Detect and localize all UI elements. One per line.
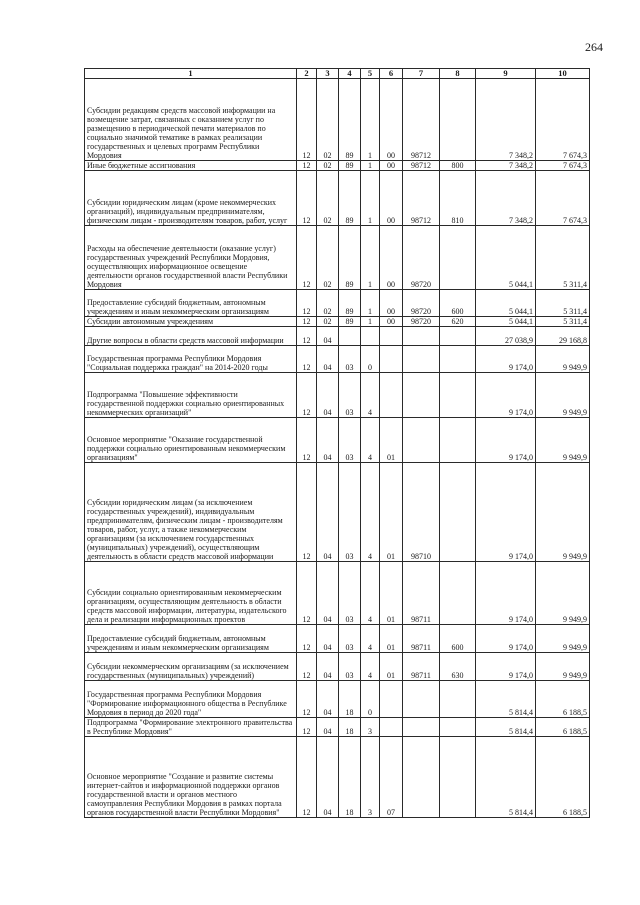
subsection-code: 04 [317, 737, 339, 818]
amount-col10: 29 168,8 [536, 327, 590, 346]
subprogram-code: 3 [361, 737, 380, 818]
amount-col10: 9 949,9 [536, 373, 590, 418]
amount-col9: 7 348,2 [476, 161, 536, 171]
direction-code: 98712 [403, 79, 440, 161]
direction-code: 98710 [403, 463, 440, 562]
section-code: 12 [297, 463, 317, 562]
program-code: 18 [339, 718, 361, 737]
activity-code: 00 [380, 171, 403, 226]
amount-col10: 5 311,4 [536, 290, 590, 317]
subsection-code: 04 [317, 653, 339, 681]
column-header-8: 8 [440, 69, 476, 79]
direction-code [403, 737, 440, 818]
section-code: 12 [297, 418, 317, 463]
subprogram-code: 4 [361, 625, 380, 653]
subprogram-code: 1 [361, 79, 380, 161]
subsection-code: 04 [317, 418, 339, 463]
subprogram-code: 0 [361, 681, 380, 718]
subsection-code: 04 [317, 562, 339, 625]
direction-code: 98711 [403, 653, 440, 681]
program-code: 03 [339, 346, 361, 373]
program-code: 18 [339, 737, 361, 818]
section-code: 12 [297, 653, 317, 681]
subsection-code: 02 [317, 317, 339, 327]
row-name: Основное мероприятие "Создание и развитие системы интернет-сайтов и информационной поддержки органов государственной власти и органов местного самоуправления Республики Мордовия в рамках портала органов государственной власти Республики Мордовия" [85, 737, 297, 818]
expense-type-code [440, 718, 476, 737]
amount-col9: 9 174,0 [476, 418, 536, 463]
program-code: 89 [339, 171, 361, 226]
direction-code: 98720 [403, 317, 440, 327]
amount-col10: 9 949,9 [536, 562, 590, 625]
expense-type-code [440, 418, 476, 463]
row-name: Субсидии некоммерческим организациям (за исключением государственных (муниципальных) учреждений) [85, 653, 297, 681]
program-code: 18 [339, 681, 361, 718]
amount-col10: 9 949,9 [536, 463, 590, 562]
column-header-3: 3 [317, 69, 339, 79]
subprogram-code: 4 [361, 373, 380, 418]
subsection-code: 04 [317, 718, 339, 737]
direction-code [403, 327, 440, 346]
section-code: 12 [297, 562, 317, 625]
amount-col9: 7 348,2 [476, 79, 536, 161]
subprogram-code: 1 [361, 317, 380, 327]
subprogram-code: 4 [361, 418, 380, 463]
program-code: 03 [339, 562, 361, 625]
activity-code: 00 [380, 161, 403, 171]
row-name: Субсидии автономным учреждениям [85, 317, 297, 327]
program-code: 89 [339, 79, 361, 161]
table-row [85, 418, 590, 463]
subsection-code: 04 [317, 346, 339, 373]
section-code: 12 [297, 317, 317, 327]
amount-col9: 5 044,1 [476, 226, 536, 290]
section-code: 12 [297, 373, 317, 418]
amount-col10: 6 188,5 [536, 718, 590, 737]
expense-type-code [440, 226, 476, 290]
table-row [85, 161, 590, 171]
amount-col10: 5 311,4 [536, 317, 590, 327]
section-code: 12 [297, 79, 317, 161]
expense-type-code: 600 [440, 290, 476, 317]
direction-code [403, 418, 440, 463]
row-name: Предоставление субсидий бюджетным, автономным учреждениям и иным некоммерческим организациям [85, 290, 297, 317]
table-row [85, 171, 590, 226]
direction-code [403, 373, 440, 418]
direction-code: 98711 [403, 562, 440, 625]
amount-col10: 9 949,9 [536, 346, 590, 373]
subprogram-code [361, 327, 380, 346]
row-name: Субсидии социально ориентированным некоммерческим организациям, осуществляющим деятельность в области средств массовой информации, литературы, издательского дела и реализации информационных проектов [85, 562, 297, 625]
amount-col9: 9 174,0 [476, 625, 536, 653]
activity-code: 01 [380, 463, 403, 562]
column-header-2: 2 [297, 69, 317, 79]
subsection-code: 02 [317, 171, 339, 226]
direction-code [403, 718, 440, 737]
subprogram-code: 1 [361, 226, 380, 290]
expense-type-code [440, 79, 476, 161]
subsection-code: 02 [317, 79, 339, 161]
activity-code: 00 [380, 79, 403, 161]
activity-code [380, 373, 403, 418]
program-code: 03 [339, 625, 361, 653]
amount-col10: 9 949,9 [536, 418, 590, 463]
activity-code [380, 718, 403, 737]
activity-code: 01 [380, 653, 403, 681]
expense-type-code [440, 373, 476, 418]
activity-code: 00 [380, 317, 403, 327]
amount-col10: 9 949,9 [536, 653, 590, 681]
row-name: Государственная программа Республики Мордовия "Социальная поддержка граждан" на 2014-2020 годы [85, 346, 297, 373]
activity-code: 07 [380, 737, 403, 818]
amount-col9: 9 174,0 [476, 653, 536, 681]
activity-code [380, 346, 403, 373]
row-name: Другие вопросы в области средств массовой информации [85, 327, 297, 346]
subsection-code: 04 [317, 327, 339, 346]
amount-col10: 9 949,9 [536, 625, 590, 653]
amount-col9: 5 044,1 [476, 290, 536, 317]
program-code: 03 [339, 373, 361, 418]
table-row [85, 327, 590, 346]
program-code: 89 [339, 317, 361, 327]
column-header-7: 7 [403, 69, 440, 79]
row-name: Субсидии редакциям средств массовой информации на возмещение затрат, связанных с оказанием услуг по размещению в периодической печати материалов по социально значимой тематике в рамках реализации государственных и целевых программ Республики Мордовия [85, 79, 297, 161]
row-name: Субсидии юридическим лицам (за исключением государственных учреждений), индивидуальным предпринимателям, физическим лицам - производителям товаров, работ, услуг, а также некоммерческим организациям (за исключением государственных (муниципальных) учреждений), осуществляющим деятельность в области средств массовой информации [85, 463, 297, 562]
row-name: Подпрограмма "Повышение эффективности государственной поддержки социально ориентированных некоммерческих организаций" [85, 373, 297, 418]
table-row [85, 625, 590, 653]
table-row [85, 79, 590, 161]
column-header-9: 9 [476, 69, 536, 79]
budget-table [84, 68, 590, 818]
activity-code: 01 [380, 562, 403, 625]
amount-col10: 7 674,3 [536, 79, 590, 161]
subprogram-code: 0 [361, 346, 380, 373]
amount-col10: 6 188,5 [536, 681, 590, 718]
activity-code [380, 327, 403, 346]
table-row [85, 226, 590, 290]
activity-code: 01 [380, 625, 403, 653]
activity-code [380, 681, 403, 718]
table-row [85, 681, 590, 718]
expense-type-code [440, 346, 476, 373]
subprogram-code: 4 [361, 653, 380, 681]
program-code: 03 [339, 418, 361, 463]
header-row [85, 69, 590, 79]
expense-type-code [440, 463, 476, 562]
direction-code [403, 681, 440, 718]
program-code: 89 [339, 290, 361, 317]
program-code: 89 [339, 226, 361, 290]
section-code: 12 [297, 290, 317, 317]
table-row [85, 317, 590, 327]
table-row [85, 346, 590, 373]
subsection-code: 02 [317, 226, 339, 290]
row-name: Основное мероприятие "Оказание государственной поддержки социально ориентированным некоммерческим организациям" [85, 418, 297, 463]
direction-code: 98712 [403, 161, 440, 171]
column-header-10: 10 [536, 69, 590, 79]
table-row [85, 290, 590, 317]
amount-col9: 7 348,2 [476, 171, 536, 226]
direction-code: 98712 [403, 171, 440, 226]
expense-type-code [440, 681, 476, 718]
subsection-code: 02 [317, 290, 339, 317]
expense-type-code [440, 327, 476, 346]
table-row [85, 737, 590, 818]
row-name: Предоставление субсидий бюджетным, автономным учреждениям и иным некоммерческим организациям [85, 625, 297, 653]
program-code: 89 [339, 161, 361, 171]
column-header-name: 1 [85, 69, 297, 79]
amount-col9: 27 038,9 [476, 327, 536, 346]
subprogram-code: 1 [361, 161, 380, 171]
subsection-code: 04 [317, 373, 339, 418]
section-code: 12 [297, 161, 317, 171]
expense-type-code: 800 [440, 161, 476, 171]
expense-type-code [440, 562, 476, 625]
subsection-code: 04 [317, 625, 339, 653]
amount-col10: 7 674,3 [536, 171, 590, 226]
direction-code [403, 346, 440, 373]
table-row [85, 718, 590, 737]
table-row [85, 373, 590, 418]
amount-col10: 6 188,5 [536, 737, 590, 818]
amount-col9: 9 174,0 [476, 373, 536, 418]
amount-col9: 9 174,0 [476, 562, 536, 625]
expense-type-code: 600 [440, 625, 476, 653]
table-row [85, 562, 590, 625]
section-code: 12 [297, 327, 317, 346]
expense-type-code: 620 [440, 317, 476, 327]
expense-type-code: 810 [440, 171, 476, 226]
subprogram-code: 3 [361, 718, 380, 737]
page-number: 264 [585, 40, 603, 54]
subsection-code: 02 [317, 161, 339, 171]
expense-type-code [440, 737, 476, 818]
subsection-code: 04 [317, 681, 339, 718]
column-header-4: 4 [339, 69, 361, 79]
column-header-6: 6 [380, 69, 403, 79]
amount-col9: 5 814,4 [476, 681, 536, 718]
row-name: Иные бюджетные ассигнования [85, 161, 297, 171]
row-name: Субсидии юридическим лицам (кроме некоммерческих организаций), индивидуальным предпринимателям, физическим лицам - производителям товаров, работ, услуг [85, 171, 297, 226]
activity-code: 00 [380, 290, 403, 317]
amount-col10: 7 674,3 [536, 161, 590, 171]
direction-code: 98720 [403, 226, 440, 290]
section-code: 12 [297, 625, 317, 653]
program-code: 03 [339, 653, 361, 681]
table-row [85, 653, 590, 681]
row-name: Подпрограмма "Формирование электронного правительства в Республике Мордовия" [85, 718, 297, 737]
section-code: 12 [297, 346, 317, 373]
amount-col9: 5 044,1 [476, 317, 536, 327]
table-row [85, 463, 590, 562]
amount-col10: 5 311,4 [536, 226, 590, 290]
row-name: Расходы на обеспечение деятельности (оказание услуг) государственных учреждений Республики Мордовия, осуществляющих информационное освещение деятельности органов государственной власти Республики Мордовия [85, 226, 297, 290]
direction-code: 98711 [403, 625, 440, 653]
subsection-code: 04 [317, 463, 339, 562]
expense-type-code: 630 [440, 653, 476, 681]
column-header-5: 5 [361, 69, 380, 79]
amount-col9: 9 174,0 [476, 463, 536, 562]
amount-col9: 9 174,0 [476, 346, 536, 373]
program-code: 03 [339, 463, 361, 562]
subprogram-code: 1 [361, 290, 380, 317]
subprogram-code: 4 [361, 562, 380, 625]
program-code [339, 327, 361, 346]
activity-code: 00 [380, 226, 403, 290]
section-code: 12 [297, 737, 317, 818]
subprogram-code: 1 [361, 171, 380, 226]
section-code: 12 [297, 171, 317, 226]
subprogram-code: 4 [361, 463, 380, 562]
amount-col9: 5 814,4 [476, 737, 536, 818]
activity-code: 01 [380, 418, 403, 463]
amount-col9: 5 814,4 [476, 718, 536, 737]
direction-code: 98720 [403, 290, 440, 317]
row-name: Государственная программа Республики Мордовия "Формирование информационного общества в Республике Мордовия в период до 2020 года" [85, 681, 297, 718]
section-code: 12 [297, 718, 317, 737]
section-code: 12 [297, 226, 317, 290]
section-code: 12 [297, 681, 317, 718]
